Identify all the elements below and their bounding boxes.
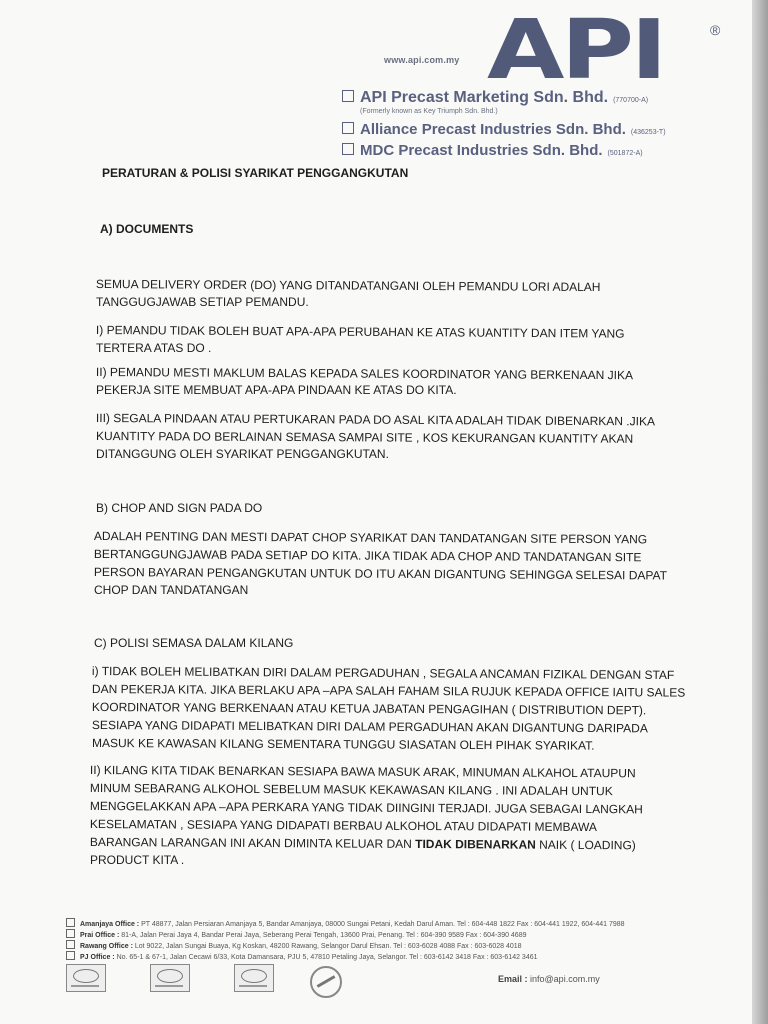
checkbox-icon (66, 940, 75, 949)
paragraph-line: CHOP DAN TANDATANGAN (94, 583, 249, 597)
document-title: PERATURAN & POLISI SYARIKAT PENGGANGKUTAN (102, 166, 409, 180)
certification-bar (71, 985, 99, 987)
company-name: API Precast Marketing Sdn. Bhd. (360, 89, 609, 106)
paragraph-line (90, 835, 636, 852)
paragraph-line: KUANTITY PADA DO BERLAINAN SEMASA SAMPAI SITE , KOS KEKURANGAN KUANTITY AKAN (95, 429, 634, 446)
paragraph-line: DAN PEKERJA KITA. JIKA BERLAKU APA –APA SALAH FAHAM SILA RUJUK KEPADA OFFICE IAITU SALES (91, 682, 686, 700)
paragraph-line: I) PEMANDU TIDAK BOLEH BUAT APA-APA PERUBAHAN KE ATAS KUANTITY DAN ITEM YANG (95, 323, 625, 341)
certification-logo (150, 964, 190, 992)
company-reg-no: (501872-A) (607, 150, 643, 157)
office-rawang (66, 940, 522, 950)
paragraph-line: PEKERJA SITE MEMBUAT APA-APA PINDAAN KE ATAS DO KITA. (96, 383, 457, 397)
checkbox-icon (66, 918, 75, 927)
office-address: 81-A, Jalan Perai Jaya 4, Bandar Perai Jaya, Seberang Perai Tengah, 13600 Prai, Penang. Tel : 604-390 9589 Fax : 604-390 4689 (121, 932, 527, 939)
paragraph-line: MASUK KE KAWASAN KILANG SEMENTARA TUNGGU SIASATAN OLEH PIHAK SYARIKAT. (91, 736, 595, 753)
email-label: Email : (498, 974, 528, 984)
office-address: Lot 9022, Jalan Sungai Buaya, Kg Koskan, 48200 Rawang, Selangor Darul Ehsan. Tel : 603-6028 4088 Fax : 603-6028 4018 (134, 943, 522, 950)
office-prai (66, 929, 527, 939)
office-amanjaya (66, 918, 625, 928)
paragraph-line: SESIAPA YANG DIDAPATI MELIBATKAN DIRI DALAM PERGADUHAN AKAN DIGANTUNG DARIPADA (91, 718, 648, 736)
paragraph-line: TERTERA ATAS DO . (96, 341, 212, 355)
footer-email (498, 974, 600, 984)
paragraph-line: PRODUCT KITA . (90, 853, 185, 867)
api-logo: API (487, 3, 664, 98)
paragraph-line: MENGGELAKKAN APA –APA PERKARA YANG TIDAK DIINGINI TERJADI. JUGA SEBAGAI LANGKAH (89, 799, 643, 817)
paragraph-line: MINUM SEBARANG ALKOHOL SEBELUM MASUK KEKAWASAN KILANG . INI ADALAH UNTUK (89, 781, 613, 799)
section-c-heading: C) POLISI SEMASA DALAM KILANG (94, 636, 294, 650)
paragraph-line: II) KILANG KITA TIDAK BENARKAN SESIAPA BAWA MASUK ARAK, MINUMAN ALKAHOL ATAUPUN (89, 763, 636, 781)
office-pj (66, 951, 538, 961)
office-name: Amanjaya Office : (80, 921, 140, 928)
text-run: BARANGAN LARANGAN INI AKAN DIMINTA KELUAR DAN (89, 835, 416, 851)
email-address[interactable]: info@api.com.my (530, 974, 600, 984)
office-name: Rawang Office : (80, 943, 133, 950)
paragraph-line: KESELAMATAN , SESIAPA YANG DIDAPATI BERBAU ALKOHOL ATAU DIDAPATI MEMBAWA (89, 817, 598, 835)
checkbox-icon (66, 951, 75, 960)
certification-logo (234, 964, 274, 992)
certification-bar (155, 985, 183, 987)
paragraph-line: BERTANGGUNGJAWAB PADA SETIAP DO KITA. JIKA TIDAK ADA CHOP AND TANDATANGAN SITE (93, 547, 642, 565)
section-a-heading: A) DOCUMENTS (100, 222, 194, 236)
formerly-known: (Formerly known as Key Triumph Sdn. Bhd.) (360, 108, 498, 115)
text-run: NAIK ( LOADING) (535, 837, 636, 853)
paragraph-line: ADALAH PENTING DAN MESTI DAPAT CHOP SYARIKAT DAN TANDATANGAN SITE PERSON YANG (93, 529, 648, 547)
certification-logo (66, 964, 106, 992)
paragraph-line: TANGGUGJAWAB SETIAP PEMANDU. (96, 295, 309, 309)
paragraph-line: III) SEGALA PINDAAN ATAU PERTUKARAN PADA DO ASAL KITA ADALAH TIDAK DIBENARKAN .JIKA (95, 411, 656, 429)
office-name: PJ Office : (80, 954, 115, 961)
office-address: No. 65-1 & 67-1, Jalan Cecawi 6/33, Kota Damansara, PJU 5, 47810 Petaling Jaya, Selangor. Tel : 603-6142 3418 Fax : 603-6142 3461 (116, 954, 538, 961)
paragraph-line: DITANGGUNG OLEH SYARIKAT PENGGANGKUTAN. (96, 447, 389, 461)
company-reg-no: (770700-A) (613, 97, 649, 104)
office-name: Prai Office : (80, 932, 120, 939)
checkbox-icon (66, 929, 75, 938)
scan-edge (752, 0, 768, 1024)
certification-mark-icon (73, 969, 99, 983)
quality-seal-icon (310, 966, 342, 998)
registered-mark: ® (710, 22, 721, 38)
paragraph-line: SEMUA DELIVERY ORDER (DO) YANG DITANDATANGANI OLEH PEMANDU LORI ADALAH (95, 277, 601, 295)
company-name: Alliance Precast Industries Sdn. Bhd. (360, 121, 626, 138)
paragraph-line: PERSON BAYARAN PENGANGKUTAN UNTUK DO ITU AKAN DIGANTUNG SEHINGGA SELESAI DAPAT (93, 565, 667, 583)
company-reg-no: (436253-T) (630, 129, 666, 136)
company-name: MDC Precast Industries Sdn. Bhd. (360, 142, 603, 159)
office-address: PT 48877, Jalan Persiaran Amanjaya 5, Bandar Amanjaya, 08000 Sungai Petani, Kedah Darul Aman. Tel : 604-448 1822 Fax : 604-441 1922, 604-441 7988 (141, 921, 625, 928)
certification-mark-icon (157, 969, 183, 983)
paragraph-line: i) TIDAK BOLEH MELIBATKAN DIRI DALAM PERGADUHAN , SEGALA ANCAMAN FIZIKAL DENGAN STAF (91, 664, 675, 683)
section-b-heading: B) CHOP AND SIGN PADA DO (96, 501, 263, 515)
paragraph-line: II) PEMANDU MESTI MAKLUM BALAS KEPADA SALES KOORDINATOR YANG BERKENAAN JIKA (95, 365, 634, 383)
emphasis-text: TIDAK DIBENARKAN (415, 836, 536, 852)
certification-bar (239, 985, 267, 987)
paragraph-line: KOORDINATOR YANG BERKENAAN ATAU KETUA JABATAN PENGAGIHAN ( DISTRIBUTION DEPT). (91, 700, 647, 718)
website-url[interactable]: www.api.com.my (384, 55, 460, 65)
seal-mark (317, 975, 336, 988)
certification-mark-icon (241, 969, 267, 983)
